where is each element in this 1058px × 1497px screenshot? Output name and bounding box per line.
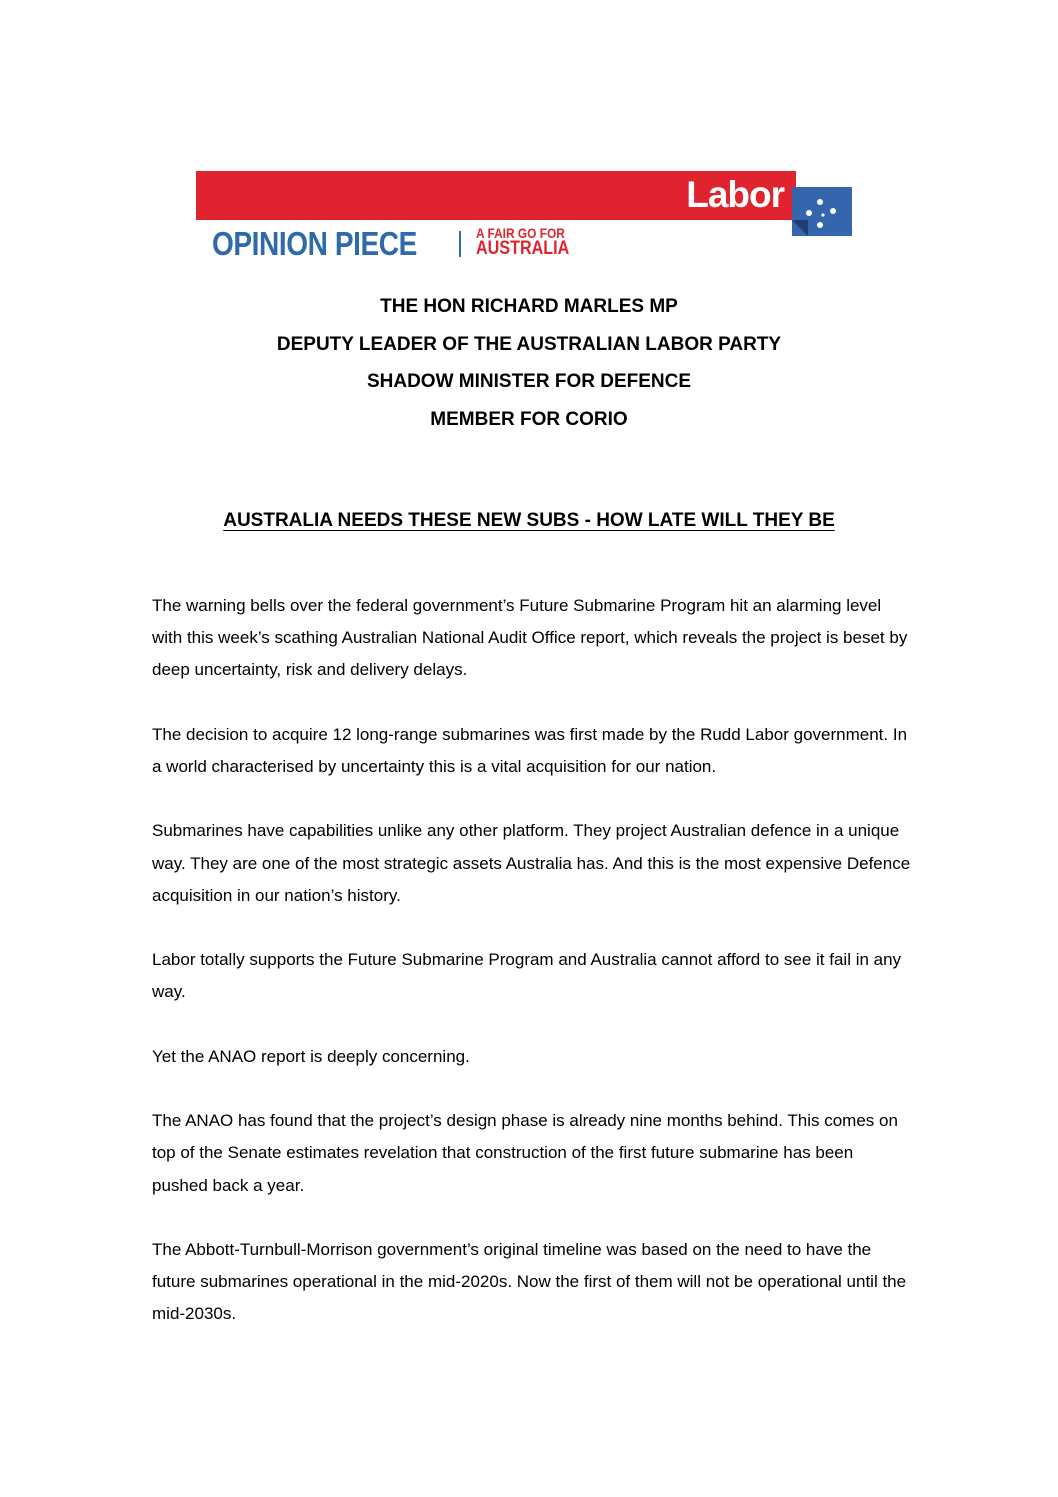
divider	[459, 231, 461, 257]
article-body	[152, 590, 912, 1363]
author-electorate: MEMBER FOR CORIO	[430, 408, 628, 430]
tagline	[476, 226, 569, 258]
section-label: OPINION PIECE	[212, 225, 417, 262]
paragraph: Yet the ANAO report is deeply concerning.	[152, 1046, 470, 1066]
author-role-deputy-leader: DEPUTY LEADER OF THE AUSTRALIAN LABOR PARTY	[276, 333, 782, 355]
author-name: THE HON RICHARD MARLES MP	[380, 296, 678, 317]
tagline-line-2: AUSTRALIA	[476, 238, 570, 259]
author-block	[0, 288, 1058, 438]
author-role-shadow-minister: SHADOW MINISTER FOR DEFENCE	[366, 371, 692, 392]
article-title: AUSTRALIA NEEDS THESE NEW SUBS - HOW LATE WILL THEY BE	[223, 510, 835, 531]
tagline-line-1: A FAIR GO FOR	[476, 225, 565, 241]
labor-logo-text: Labor	[686, 174, 784, 215]
paragraph: Labor totally supports the Future Submarine Program and Australia cannot afford to see it fail in any way.	[152, 950, 902, 1002]
paragraph: Submarines have capabilities unlike any other platform. They project Australian defence in a unique way. They are one of the most strategic assets Australia has. And this is the most expensive Defence acquisition in our nation’s history.	[152, 821, 911, 905]
red-band	[196, 171, 796, 220]
paragraph: The warning bells over the federal government’s Future Submarine Program hit an alarming level with this week’s scathing Australian National Audit Office report, which reveals the project is beset by deep uncertainty, risk and delivery delays.	[152, 596, 908, 680]
paragraph: The decision to acquire 12 long-range submarines was first made by the Rudd Labor government. In a world characterised by uncertainty this is a vital acquisition for our nation.	[152, 724, 908, 776]
paragraph: The ANAO has found that the project’s design phase is already nine months behind. This comes on top of the Senate estimates revelation that construction of the first future submarine has been pushed back a year.	[152, 1111, 898, 1195]
flag-fold-shadow	[792, 220, 808, 236]
paragraph: The Abbott-Turnbull-Morrison government’s original timeline was based on the need to have the future submarines operational in the mid-2020s. Now the first of them will not be operational until the mid-2030s.	[152, 1239, 907, 1324]
letterhead-banner	[196, 171, 856, 263]
